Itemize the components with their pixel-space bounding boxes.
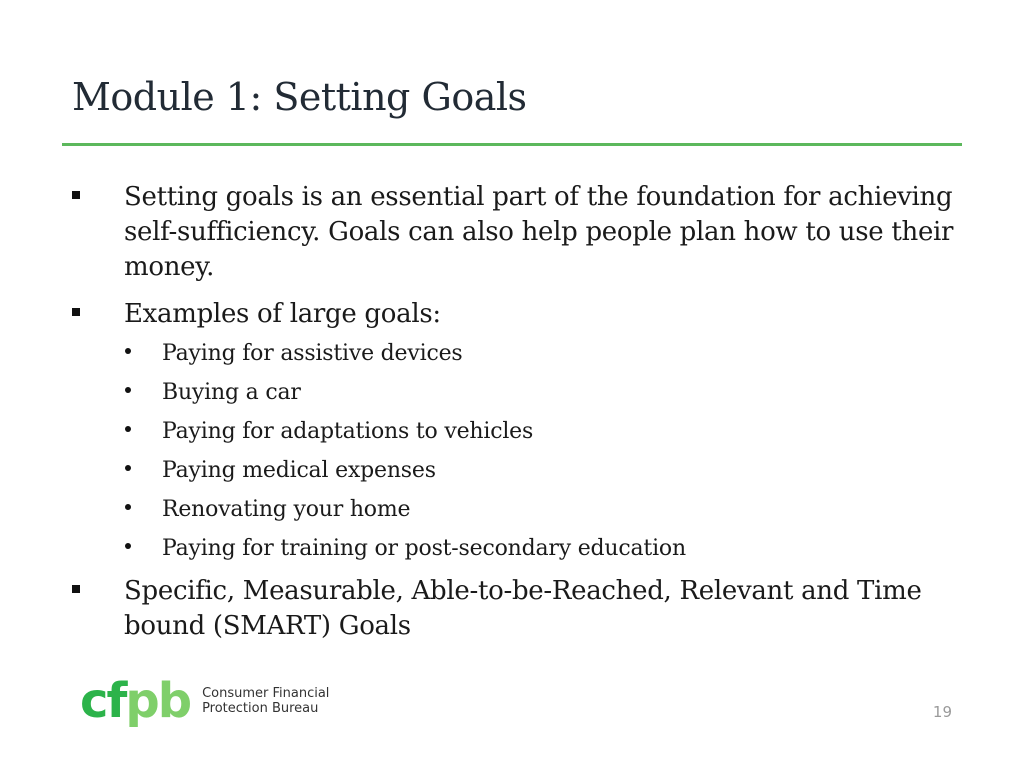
bullet-text: Setting goals is an essential part of the foundation for achieving self-sufficiency. Goals can also help people plan how to use their money. xyxy=(124,182,954,282)
sub-bullet-text: Paying for training or post-secondary education xyxy=(162,536,686,561)
bullet-text: Specific, Measurable, Able-to-be-Reached, Relevant and Time bound (SMART) Goals xyxy=(124,576,922,641)
sub-bullet-text: Paying for assistive devices xyxy=(162,341,463,366)
sub-bullet-item xyxy=(70,535,970,563)
page-number: 19 xyxy=(932,703,952,721)
round-bullet-icon xyxy=(125,426,131,432)
bullet-item xyxy=(70,297,970,332)
logo-line1: Consumer Financial xyxy=(202,686,330,701)
sub-bullet-item xyxy=(70,379,970,407)
square-bullet-icon xyxy=(72,191,80,199)
sub-bullet-item xyxy=(70,496,970,524)
sub-bullet-text: Paying medical expenses xyxy=(162,458,436,483)
sub-bullet-text: Paying for adaptations to vehicles xyxy=(162,419,534,444)
title-divider xyxy=(62,143,962,146)
sub-bullet-item xyxy=(70,418,970,446)
cfpb-logo-mark xyxy=(80,673,191,729)
round-bullet-icon xyxy=(125,465,131,471)
logo-mark-part1: cf xyxy=(80,673,126,729)
round-bullet-icon xyxy=(125,387,131,393)
slide-content xyxy=(70,180,970,656)
sub-bullet-text: Renovating your home xyxy=(162,497,411,522)
cfpb-logo xyxy=(80,673,330,729)
round-bullet-icon xyxy=(125,504,131,510)
sub-bullet-text: Buying a car xyxy=(162,380,301,405)
square-bullet-icon xyxy=(72,308,80,316)
round-bullet-icon xyxy=(125,348,131,354)
logo-wordmark xyxy=(202,686,329,716)
bullet-text: Examples of large goals: xyxy=(124,299,441,329)
bullet-item xyxy=(70,574,970,644)
sub-bullet-item xyxy=(70,340,970,368)
logo-line2: Protection Bureau xyxy=(202,701,319,716)
logo-mark-part2: pb xyxy=(125,673,191,729)
sub-bullet-list xyxy=(70,340,970,563)
sub-bullet-item xyxy=(70,457,970,485)
round-bullet-icon xyxy=(125,543,131,549)
slide-title: Module 1: Setting Goals xyxy=(72,75,527,119)
square-bullet-icon xyxy=(72,585,80,593)
bullet-item xyxy=(70,180,970,285)
